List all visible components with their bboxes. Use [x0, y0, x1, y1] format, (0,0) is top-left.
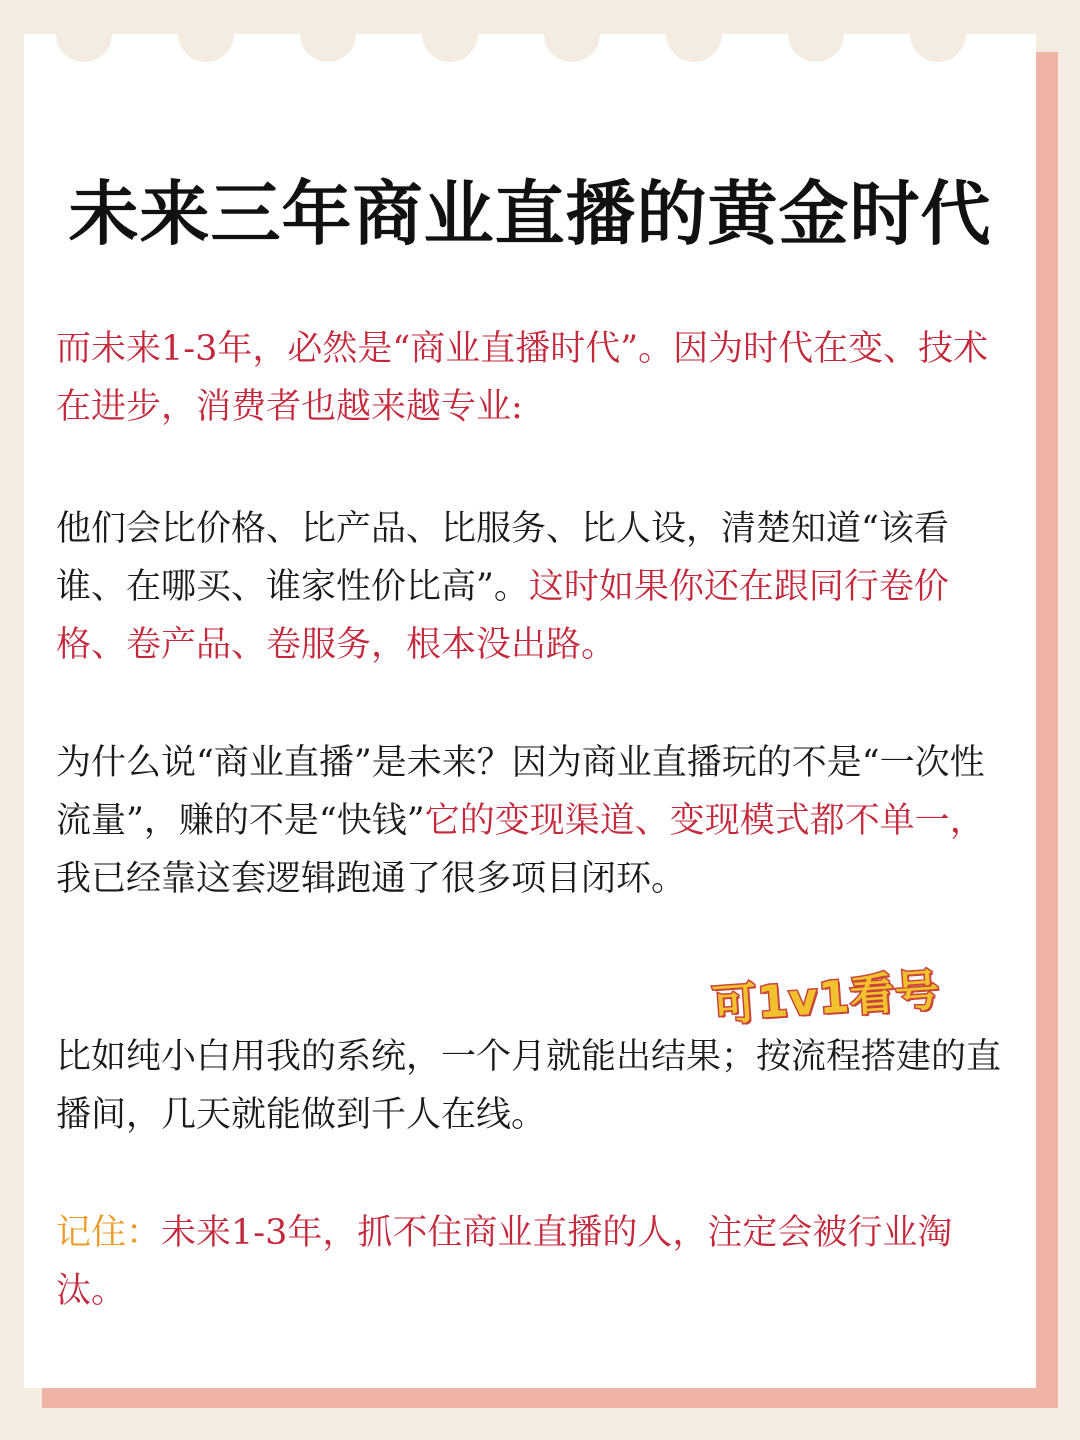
- paragraph-1: [56, 320, 1016, 436]
- scalloped-edge: [24, 34, 1036, 74]
- paragraph-3-text: 为什么说“商业直播”是未来？因为商业直播玩的不是“一次性流量”，赚的不是“快钱”: [56, 743, 985, 841]
- stamp-label: 可1v1看号: [710, 965, 942, 1032]
- paragraph-2: [56, 500, 1016, 674]
- paragraph-2-highlight: 这时如果你还在跟同行卷价格、卷产品、卷服务，根本没出路。: [56, 567, 949, 665]
- paragraph-3-text-end: 我已经靠这套逻辑跑通了很多项目闭环。: [56, 859, 687, 899]
- paragraph-5-highlight: 未来1-3年，抓不住商业直播的人，注定会被行业淘汰。: [56, 1213, 953, 1311]
- paragraph-5: [56, 1204, 1016, 1320]
- page-title: 未来三年商业直播的黄金时代: [68, 173, 992, 255]
- paragraph-2-text: 他们会比价格、比产品、比服务、比人设，清楚知道“该看谁、在哪买、谁家性价比高”。: [56, 509, 949, 607]
- paragraph-1-text: 而未来1-3年，必然是“商业直播时代”。因为时代在变、技术在进步，消费者也越来越专业:: [56, 329, 989, 427]
- note-card: [24, 34, 1036, 1388]
- paragraph-5-lead: 记住：: [56, 1213, 162, 1253]
- paragraph-4: [56, 1028, 1016, 1144]
- paragraph-3: [56, 734, 1016, 908]
- paragraph-3-highlight: 它的变现渠道、变现模式都不单一，: [424, 801, 985, 841]
- paragraph-4-text: 比如纯小白用我的系统，一个月就能出结果；按流程搭建的直播间，几天就能做到千人在线。: [56, 1037, 1002, 1135]
